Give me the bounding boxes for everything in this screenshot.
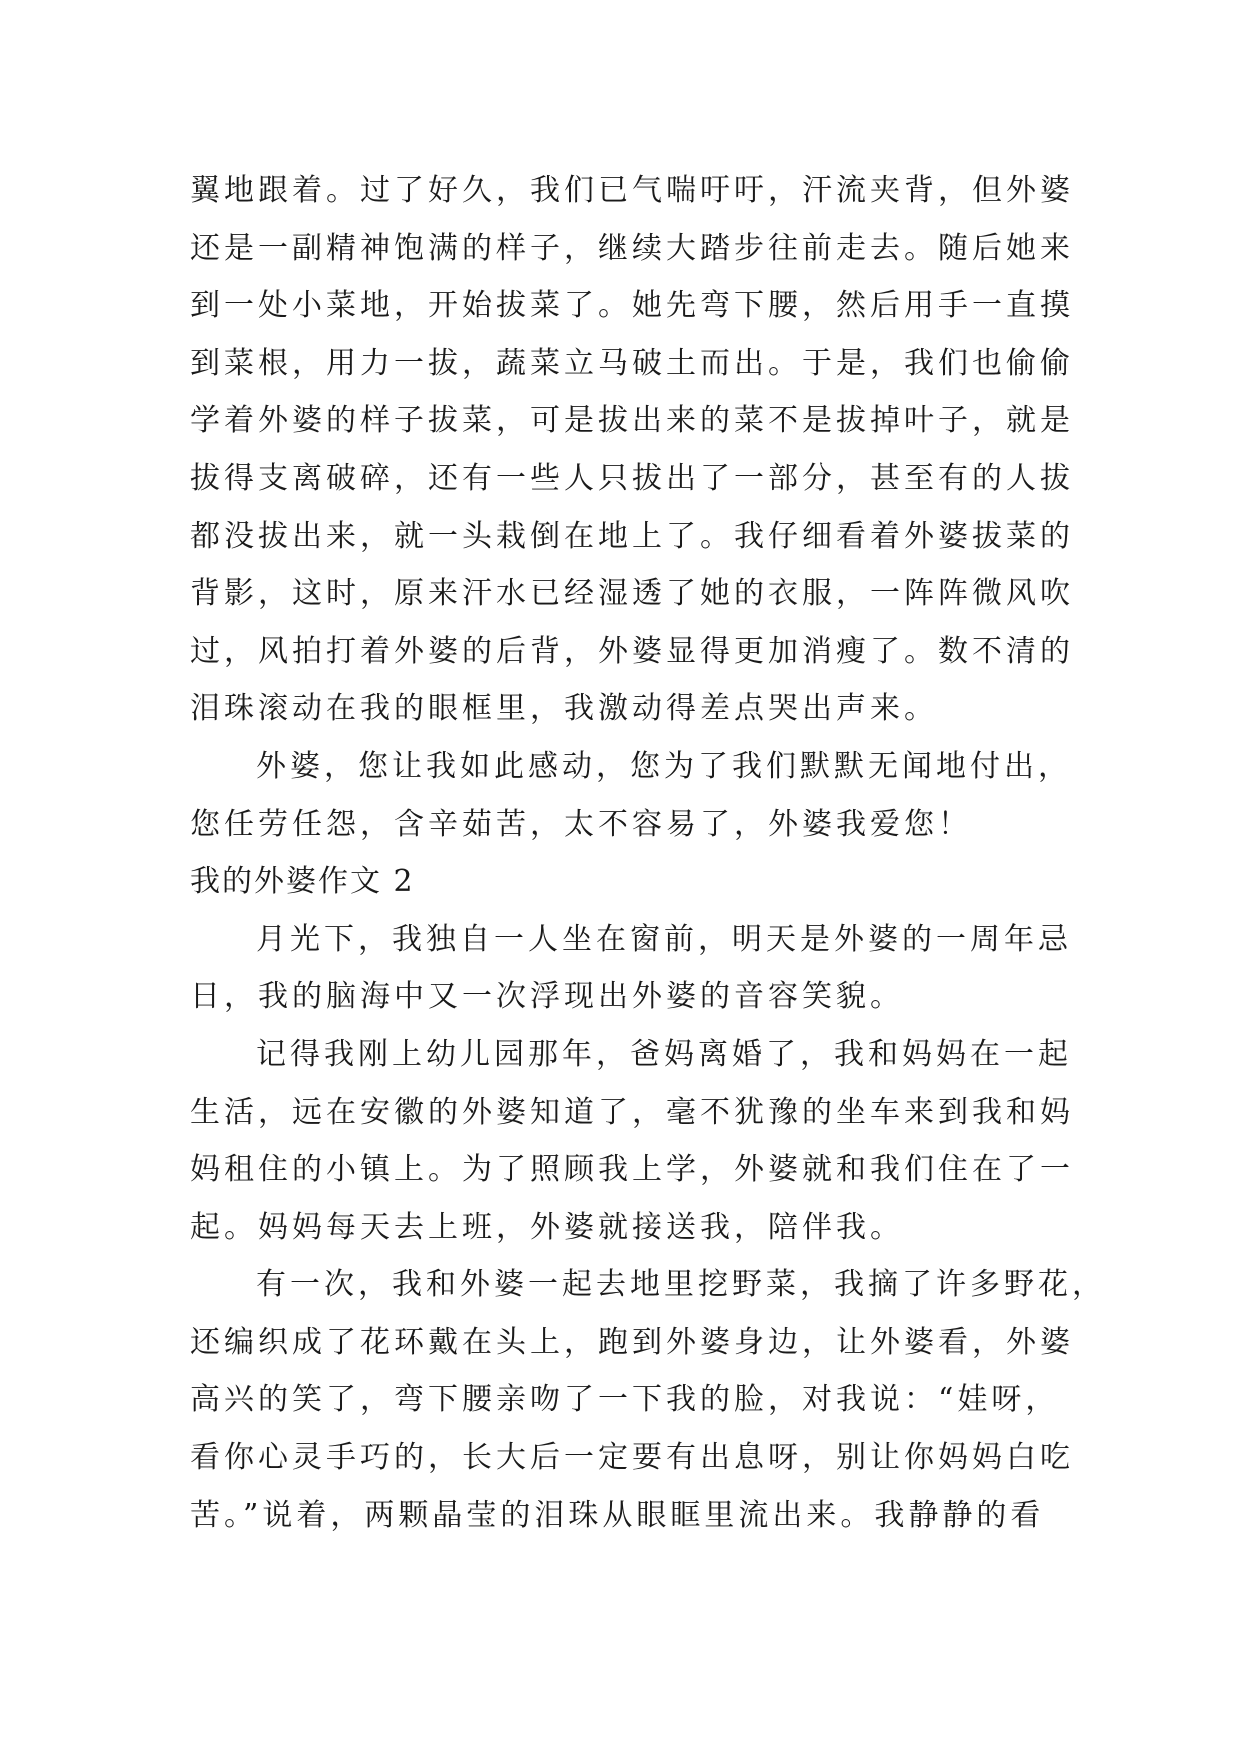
text-line: 日，我的脑海中又一次浮现出外婆的音容笑貌。 bbox=[190, 979, 904, 1015]
document-body bbox=[190, 162, 1106, 1544]
text-line: 都没拔出来，就一头栽倒在地上了。我仔细看着外婆拔菜的 bbox=[190, 518, 1074, 554]
text-line: 还是一副精神饱满的样子，继续大踏步往前走去。随后她来 bbox=[190, 230, 1074, 266]
text-line: 过，风拍打着外婆的后背，外婆显得更加消瘦了。数不清的 bbox=[190, 633, 1074, 669]
text-line: 到一处小菜地，开始拔菜了。她先弯下腰，然后用手一直摸 bbox=[190, 288, 1074, 324]
paragraph-story bbox=[190, 1256, 1106, 1544]
paragraph-intro bbox=[190, 911, 1072, 1026]
text-line: 拔得支离破碎，还有一些人只拔出了一部分，甚至有的人拔 bbox=[190, 460, 1074, 496]
text-line: 起。妈妈每天去上班，外婆就接送我，陪伴我。 bbox=[190, 1209, 904, 1245]
text-line: 有一次，我和外婆一起去地里挖野菜，我摘了许多野花， bbox=[256, 1267, 1106, 1303]
paragraph-closing bbox=[190, 738, 1072, 853]
paragraph-continued bbox=[190, 162, 1074, 738]
text-line: 月光下，我独自一人坐在窗前，明天是外婆的一周年忌 bbox=[256, 921, 1072, 957]
text-line: 外婆，您让我如此感动，您为了我们默默无闻地付出， bbox=[256, 748, 1072, 784]
essay-heading: 我的外婆作文 2 bbox=[190, 864, 415, 900]
text-line: 背影，这时，原来汗水已经湿透了她的衣服，一阵阵微风吹 bbox=[190, 576, 1074, 612]
paragraph-memory bbox=[190, 1026, 1074, 1256]
text-line: 看你心灵手巧的，长大后一定要有出息呀，别让你妈妈白吃 bbox=[190, 1440, 1074, 1476]
text-line: 泪珠滚动在我的眼框里，我激动得差点哭出声来。 bbox=[190, 691, 938, 727]
text-line: 学着外婆的样子拔菜，可是拔出来的菜不是拔掉叶子，就是 bbox=[190, 403, 1074, 439]
text-line: 到菜根，用力一拔，蔬菜立马破土而出。于是，我们也偷偷 bbox=[190, 345, 1074, 381]
text-line: 妈租住的小镇上。为了照顾我上学，外婆就和我们住在了一 bbox=[190, 1152, 1074, 1188]
text-line: 生活，远在安徽的外婆知道了，毫不犹豫的坐车来到我和妈 bbox=[190, 1094, 1074, 1130]
text-line: 记得我刚上幼儿园那年，爸妈离婚了，我和妈妈在一起 bbox=[256, 1036, 1072, 1072]
text-line: 还编织成了花环戴在头上，跑到外婆身边，让外婆看，外婆 bbox=[190, 1324, 1074, 1360]
text-line: 您任劳任怨，含辛茹苦，太不容易了，外婆我爱您！ bbox=[190, 806, 972, 842]
text-line: 苦。”说着，两颗晶莹的泪珠从眼眶里流出来。我静静的看 bbox=[190, 1497, 1045, 1533]
text-line: 高兴的笑了，弯下腰亲吻了一下我的脸，对我说：“娃呀， bbox=[190, 1382, 1060, 1418]
text-line: 翼地跟着。过了好久，我们已气喘吁吁，汗流夹背，但外婆 bbox=[190, 173, 1074, 208]
